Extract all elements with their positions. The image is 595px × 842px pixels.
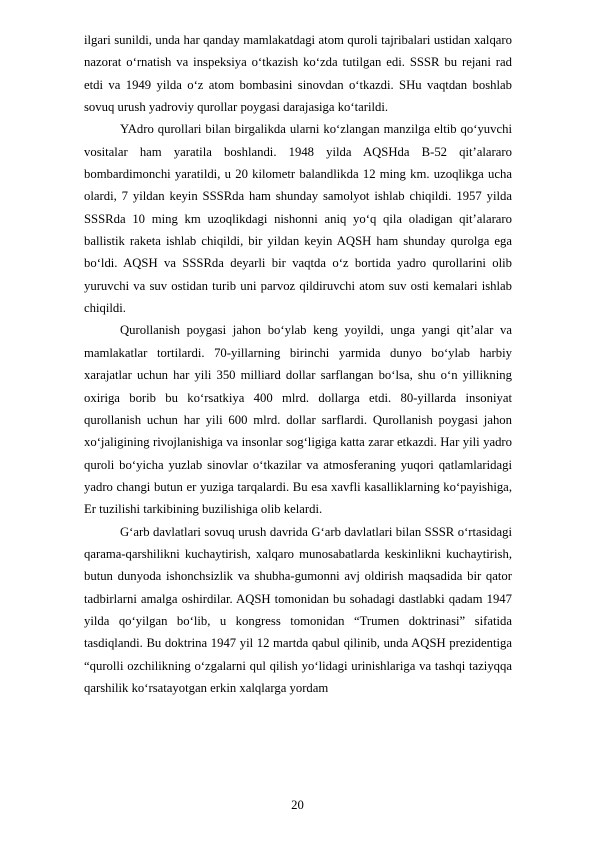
page-number: 20 [291, 798, 304, 812]
page-body [84, 29, 512, 699]
paragraph-4: G‘arb davlatlari sovuq urush davrida G‘arb davlatlari bilan SSSR o‘rtasidagi qarama-qarshilikni kuchaytirish, xalqaro munosabatlarda keskinlikni kuchaytirish, butun dunyoda ishonchsizlik va shubha-gumonni avj oldirish maqsadida bir qator tadbirlarni amalga oshirdilar. AQSH tomonidan bu sohadagi dastlabki qadam 1947 yilda qo‘yilgan bo‘lib, u kongress tomonidan “Trumen doktrinasi” sifatida tasdiqlandi. Bu doktrina 1947 yil 12 martda qabul qilinib, unda AQSH prezidentiga “qurolli ozchilikning o‘zgalarni qul qilish yo‘lidagi urinishlariga va tashqi taziyqqa qarshilik ko‘rsatayotgan erkin xalqlarga yordam [84, 524, 512, 695]
paragraph-2: YAdro qurollari bilan birgalikda ularni ko‘zlangan manzilga eltib qo‘yuvchi vositalar ham yaratila boshlandi. 1948 yilda AQSHda B-52 qit’alararo bombardimonchi yaratildi, u 20 kilometr balandlikda 12 ming km. uzoqlikga ucha olardi, 7 yildan keyin SSSRda ham shunday samolyot ishlab chiqildi. 1957 yilda SSSRda 10 ming km uzoqlikdagi nishonni aniq yo‘q qila oladigan qit’alararo ballistik raketa ishlab chiqildi, bir yildan keyin AQSH ham shunday qurolga ega bo‘ldi. AQSH va SSSRda deyarli bir vaqtda o‘z bortida yadro qurollarini olib yuruvchi va suv ostidan turib uni parvoz qildiruvchi atom suv osti kemalari ishlab chiqildi. [84, 122, 512, 316]
paragraph-3: Qurollanish poygasi jahon bo‘ylab keng yoyildi, unga yangi qit’alar va mamlakatlar tortilardi. 70-yillarning birinchi yarmida dunyo bo‘ylab harbiy xarajatlar uchun har yili 350 milliard dollar sarflangan bo‘lsa, shu o‘n yillikning oxiriga borib bu ko‘rsatkiya 400 mlrd. dollarga etdi. 80-yillarda insoniyat qurollanish uchun har yili 600 mlrd. dollar sarflardi. Qurollanish poygasi jahon xo‘jaligining rivojlanishiga va insonlar sog‘ligiga katta zarar etkazdi. Har yili yadro quroli bo‘yicha yuzlab sinovlar o‘tkazilar va atmosferaning yuqori qatlamlaridagi yadro changi butun er yuziga tarqalardi. Bu esa xavfli kasalliklarning ko‘payishiga, Er tuzilishi tarkibining buzilishiga olib kelardi. [84, 323, 512, 517]
paragraph-1: ilgari sunildi, unda har qanday mamlakatdagi atom quroli tajribalari ustidan xalqaro nazorat o‘rnatish va inspeksiya o‘tkazish ko‘zda tutilgan edi. SSSR bu rejani rad etdi va 1949 yilda o‘z atom bombasini sinovdan o‘tkazdi. SHu vaqtdan boshlab sovuq urush yadroviy qurollar poygasi darajasiga ko‘tarildi. [84, 33, 512, 115]
